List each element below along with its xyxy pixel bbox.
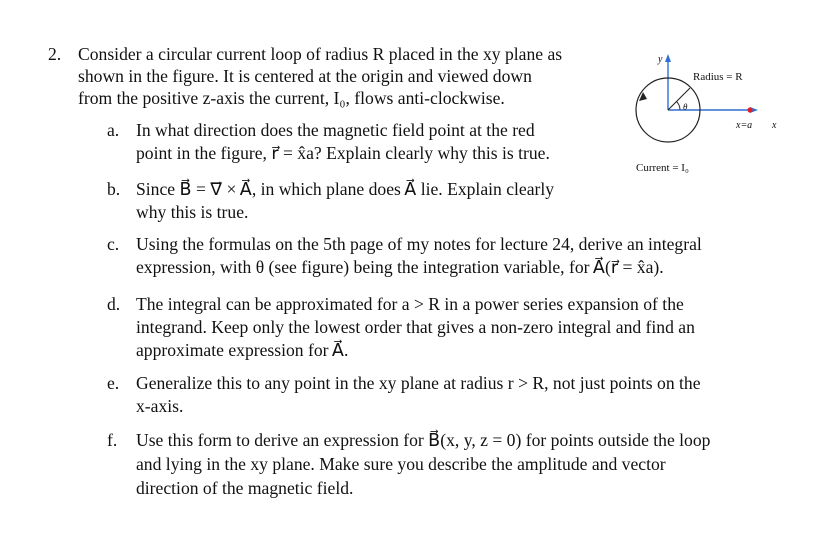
- part-f-line-2: and lying in the xy plane. Make sure you describe the amplitude and vector: [136, 454, 666, 474]
- x-axis-label: x: [772, 120, 777, 131]
- problem-number: 2.: [48, 44, 62, 64]
- point-label: x=a: [736, 120, 753, 131]
- part-f-line-3: direction of the magnetic field.: [136, 478, 354, 498]
- part-e-label: e.: [107, 373, 120, 393]
- angle-label: θ: [683, 102, 688, 112]
- current-loop-figure: [630, 48, 800, 198]
- part-c-line-2: expression, with θ (see figure) being the integration variable, for A⃗(r⃗ = x̂a).: [136, 257, 664, 277]
- y-axis-label: y: [658, 54, 663, 65]
- part-c-label: c.: [107, 234, 120, 254]
- part-f-label: f.: [107, 430, 118, 450]
- angle-arc: [677, 102, 681, 111]
- part-d-line-3: approximate expression for A⃗.: [136, 340, 349, 360]
- part-a-line-2: point in the figure, r⃗ = x̂a? Explain clearly why this is true.: [136, 143, 550, 163]
- part-a-line-1: In what direction does the magnetic field point at the red: [136, 120, 535, 140]
- current-label: Current = I₀: [636, 162, 689, 174]
- y-axis-arrowhead: [665, 54, 671, 62]
- figure-svg: [630, 48, 800, 198]
- part-f-line-1: Use this form to derive an expression for B⃗(x, y, z = 0) for points outside the loop: [136, 430, 711, 450]
- intro-line-2: shown in the figure. It is centered at the origin and viewed down: [78, 66, 532, 86]
- part-e-line-2: x-axis.: [136, 396, 184, 416]
- radius-label: Radius = R: [693, 71, 743, 83]
- part-c-line-1: Using the formulas on the 5th page of my notes for lecture 24, derive an integral: [136, 234, 702, 254]
- red-point: [747, 107, 752, 112]
- intro-line-1: Consider a circular current loop of radius R placed in the xy plane as: [78, 44, 563, 64]
- part-b-line-2: why this is true.: [136, 202, 249, 222]
- part-d-line-1: The integral can be approximated for a > R in a power series expansion of the: [136, 294, 684, 314]
- part-d-line-2: integrand. Keep only the lowest order that gives a non-zero integral and find an: [136, 317, 695, 337]
- part-b-label: b.: [107, 179, 121, 199]
- part-a-label: a.: [107, 120, 120, 140]
- part-e-line-1: Generalize this to any point in the xy plane at radius r > R, not just points on the: [136, 373, 701, 393]
- intro-line-3: from the positive z-axis the current, I₀, flows anti-clockwise.: [78, 88, 505, 108]
- part-d-label: d.: [107, 294, 121, 314]
- part-b-line-1: Since B⃗ = ∇⃗ × A⃗, in which plane does A⃗ lie. Explain clearly: [136, 179, 555, 199]
